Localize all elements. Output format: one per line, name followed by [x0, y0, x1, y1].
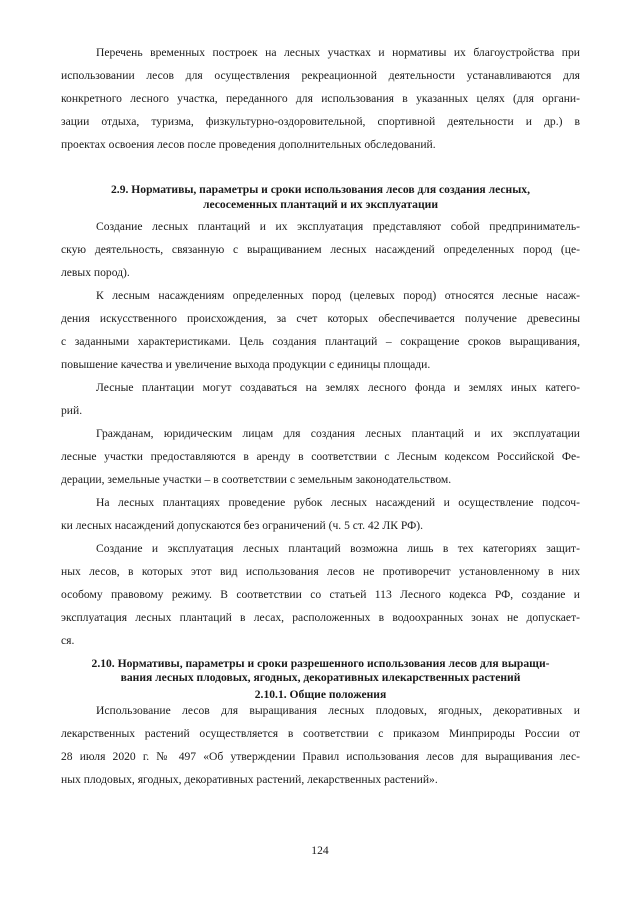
text-line: дерации, земельные участки – в соответствии с земельным законодательством. — [61, 473, 452, 486]
page-number: 124 — [311, 844, 329, 857]
text-line: К лесным насаждениям определенных пород (целевых пород) относятся лесные насаж- — [96, 289, 580, 302]
text-line: эксплуатация лесных плантаций в лесах, расположенных в водоохранных зонах не допускает- — [61, 611, 580, 624]
text-line: Создание лесных плантаций и их эксплуатация представляют собой предприниматель- — [96, 220, 580, 233]
text-line: Гражданам, юридическим лицам для создания лесных плантаций и их эксплуатации — [96, 427, 580, 440]
text-line: зации отдыха, туризма, физкультурно-оздоровительной, спортивной деятельности и др.) в — [61, 115, 580, 128]
text-line: конкретного лесного участка, переданного для использования в указанных целях (для органи- — [61, 92, 580, 105]
text-line: дения искусственного происхождения, за счет которых обеспечивается получение древесины — [61, 312, 580, 325]
section-heading: 2.10. Нормативы, параметры и сроки разрешенного использования лесов для выращи- — [91, 657, 550, 670]
text-line: ся. — [61, 634, 75, 647]
text-line: Лесные плантации могут создаваться на землях лесного фонда и землях иных катего- — [96, 381, 580, 394]
text-line: Создание и эксплуатация лесных плантаций возможна лишь в тех категориях защит- — [96, 542, 580, 555]
text-line: Использование лесов для выращивания лесных плодовых, ягодных, декоративных и — [96, 704, 580, 717]
text-line: скую деятельность, связанную с выращиванием лесных насаждений определенных пород (це- — [61, 243, 580, 256]
text-line: Перечень временных построек на лесных участках и нормативы их благоустройства при — [96, 46, 580, 59]
section-heading: вания лесных плодовых, ягодных, декоративных илекарственных растений — [120, 671, 521, 684]
text-line: 28 июля 2020 г. № 497 «Об утверждении Правил использования лесов для выращивания лес- — [61, 750, 580, 763]
text-line: лекарственных растений осуществляется в соответствии с приказом Минприроды России от — [61, 727, 580, 740]
text-line: проектах освоения лесов после проведения дополнительных обследований. — [61, 138, 436, 151]
text-line: рий. — [61, 404, 83, 417]
text-line: ных лесов, в которых этот вид использования лесов не противоречит установленному в них — [61, 565, 580, 578]
text-line: левых пород). — [61, 266, 130, 279]
text-line: ных плодовых, ягодных, декоративных растений, лекарственных растений». — [61, 773, 438, 786]
text-line: использовании лесов для осуществления рекреационной деятельности устанавливаются для — [61, 69, 580, 82]
section-heading: 2.9. Нормативы, параметры и сроки использования лесов для создания лесных, — [111, 183, 530, 196]
subsection-heading: 2.10.1. Общие положения — [254, 688, 387, 701]
text-line: лесные участки предоставляются в аренду в соответствии с Лесным кодексом Российской Фе- — [61, 450, 580, 463]
text-line: На лесных плантациях проведение рубок лесных насаждений и осуществление подсоч- — [96, 496, 580, 509]
text-line: особому правовому режиму. В соответствии со статьей 113 Лесного кодекса РФ, создание и — [61, 588, 580, 601]
text-line: повышение качества и увеличение выхода продукции с единицы площади. — [61, 358, 431, 371]
section-heading: лесосеменных плантаций и их эксплуатации — [202, 198, 439, 211]
text-line: с заданными характеристиками. Цель создания плантаций – сокращение сроков выращивания, — [61, 335, 580, 348]
text-line: ки лесных насаждений допускаются без ограничений (ч. 5 ст. 42 ЛК РФ). — [61, 519, 424, 532]
